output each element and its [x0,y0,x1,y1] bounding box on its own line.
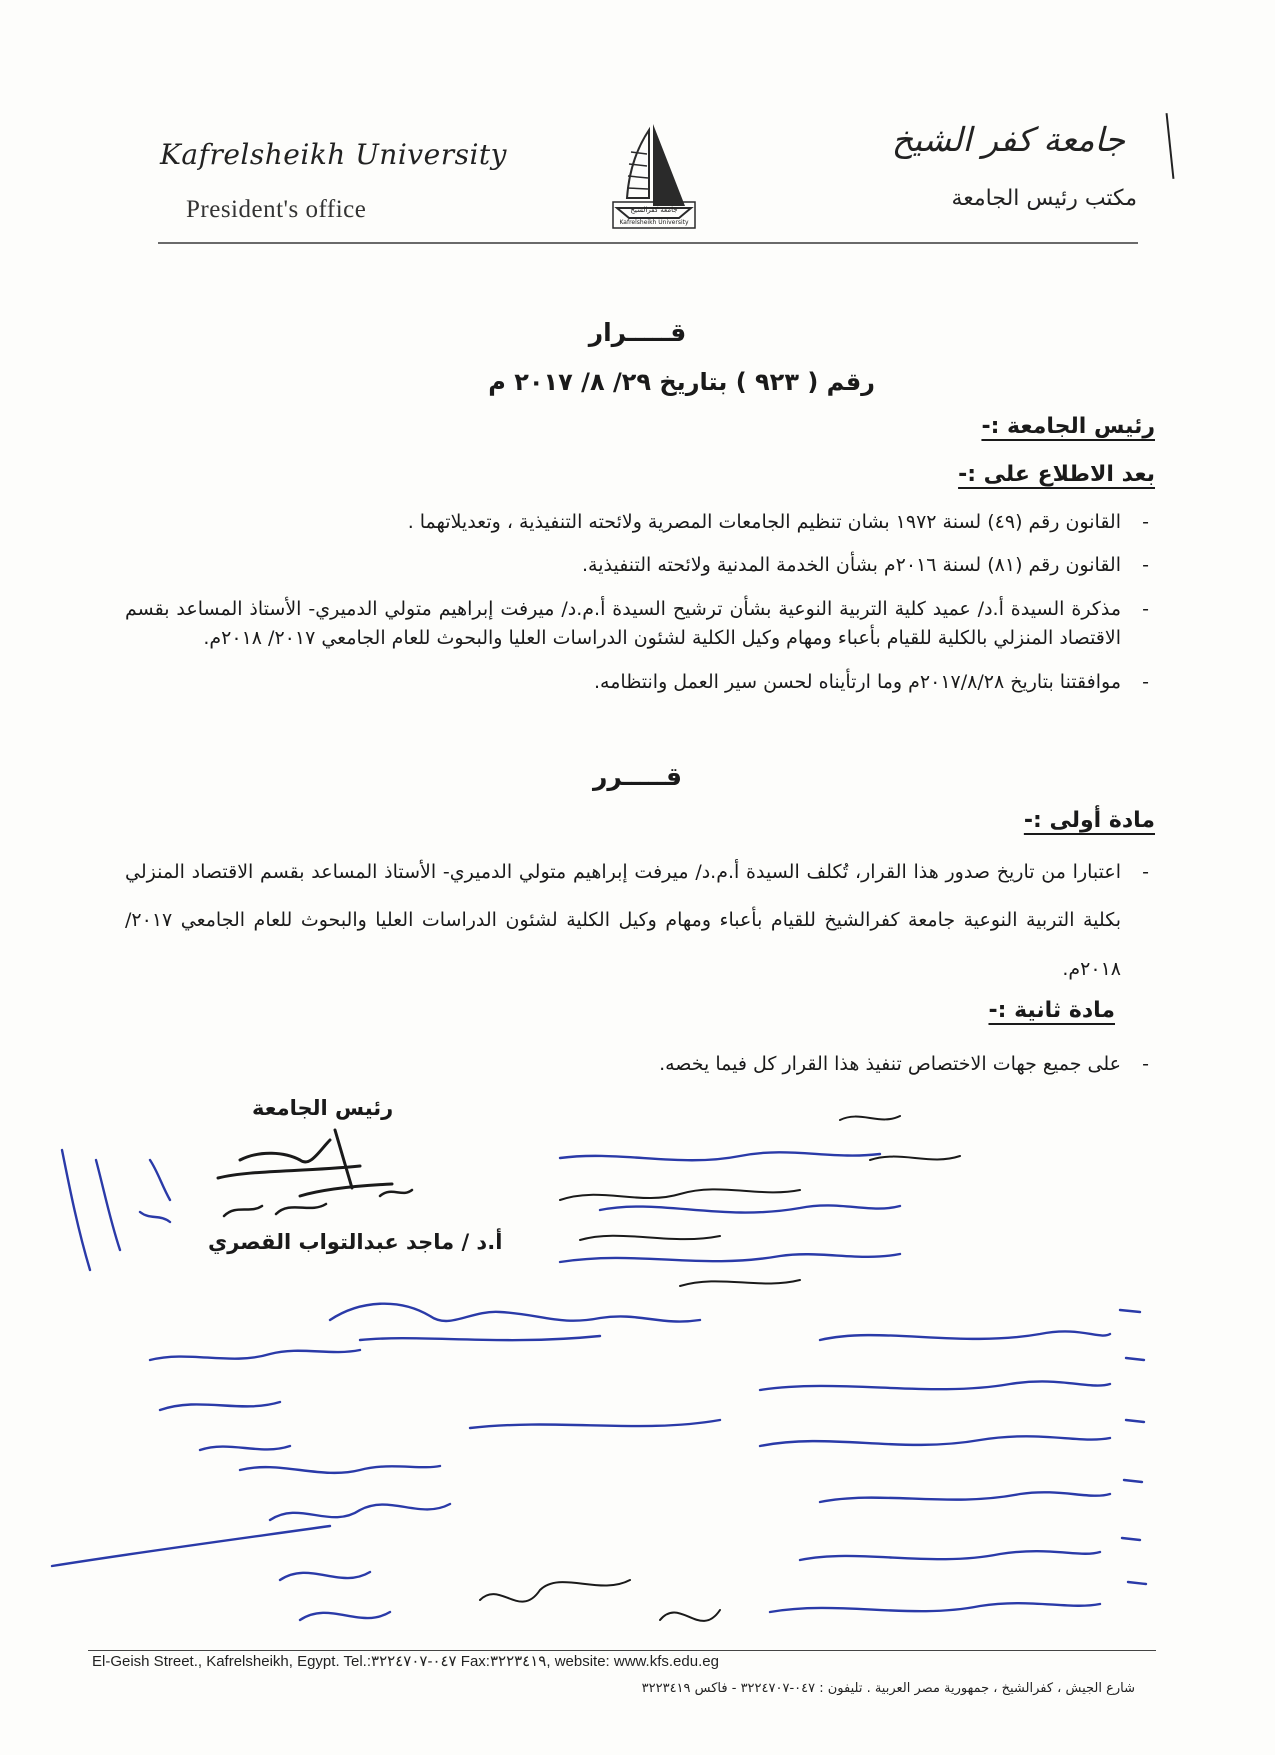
president-signature [218,1130,392,1196]
footer-address-ar: شارع الجيش ، كفرالشيخ ، جمهورية مصر العربية . تليفون : ٠٤٧-٣٢٢٤٧٠٧ - فاكس ٣٢٢٣٤١٩ [641,1681,1135,1696]
office-name-ar: مكتب رئيس الجامعة [951,186,1137,211]
logo-caption-en: Kafrelsheikh University [619,219,689,226]
routing-note-line [770,1603,1100,1612]
blue-side-note [62,1150,170,1270]
routing-note-line [600,1205,900,1212]
signature-date-scribble [224,1190,412,1216]
blue-annotation [270,1504,450,1620]
blue-signature [330,1304,700,1340]
routing-note-line [760,1381,1110,1390]
approval-note [560,1116,960,1286]
preamble-item: - موافقتنا بتاريخ ٢٠١٧/٨/٢٨م وما ارتأيناه لحسن سير العمل وانتظامه. [125,668,1155,697]
decided-title: قـــــرر [592,762,683,791]
blue-underline-stroke [52,1526,330,1566]
routing-note-line [560,1254,900,1262]
university-name-en: Kafrelsheikh University [160,138,507,171]
routing-dash [1120,1310,1146,1584]
preamble-item: - مذكرة السيدة أ.د/ عميد كلية التربية النوعية بشأن ترشيح السيدة أ.م.د/ ميرفت إبراهيم متولي الدميري- الأستاذ المساعد بقسم الاقتصاد المنزلي بالكلية للقيام بأعباء ومهام وكيل الكلية لشئون الدراسات العليا والبحوث للعام الجامعي ٢٠١٧/ ٢٠١٨م. [125,595,1155,654]
preamble-item: - القانون رقم (٨١) لسنة ٢٠١٦م بشأن الخدمة المدنية ولائحته التنفيذية. [125,551,1155,580]
routing-note-line [820,1492,1110,1502]
university-name-ar: جامعة كفر الشيخ [891,120,1125,159]
footer-address-en: El-Geish Street., Kafrelsheikh, Egypt. Tel.:٠٤٧-٣٢٢٤٧٠٧ Fax:٣٢٢٣٤١٩, website: www.kfs.edu.eg [92,1653,719,1670]
logo-caption-ar: جامعة كفرالشيخ [630,206,678,214]
routing-note-line [820,1331,1110,1340]
preamble-item: - القانون رقم (٤٩) لسنة ١٩٧٢ بشان تنظيم الجامعات المصرية ولائحته التنفيذية ، وتعديلاتهما . [125,508,1155,537]
blue-annotation [150,1350,440,1473]
signatory-title: رئيس الجامعة [252,1096,394,1120]
review-heading: بعد الاطلاع على :- [958,462,1155,487]
footer-divider [88,1650,1156,1651]
signatory-name: أ.د / ماجد عبدالتواب القصري [208,1230,503,1254]
routing-note-line [560,1152,880,1160]
routing-note-line [760,1436,1110,1446]
article1-text: - اعتبارا من تاريخ صدور هذا القرار، تُكلف السيدة أ.م.د/ ميرفت إبراهيم متولي الدميري- الأستاذ المساعد بقسم الاقتصاد المنزلي بكلية التربية النوعية جامعة كفرالشيخ للقيام بأعباء ومهام وكيل الكلية لشئون الدراسات العليا والبحوث للعام الجامعي ٢٠١٧/ ٢٠١٨م. [125,848,1155,993]
decision-title: قـــــرار [588,318,687,347]
routing-note-line [800,1551,1100,1560]
office-name-en: President's office [186,196,367,223]
bottom-initials [480,1580,720,1621]
authority-heading: رئيس الجامعة :- [981,414,1155,439]
article2-heading: مادة ثانية :- [988,998,1115,1023]
article2-text: - على جميع جهات الاختصاص تنفيذ هذا القرار كل فيما يخصه. [125,1050,1155,1079]
blue-stroke [470,1420,720,1428]
article1-heading: مادة أولى :- [1023,808,1155,833]
decision-number-date: رقم ( ٩٢٣ ) بتاريخ ٢٩/ ٨/ ٢٠١٧ م [488,368,875,396]
